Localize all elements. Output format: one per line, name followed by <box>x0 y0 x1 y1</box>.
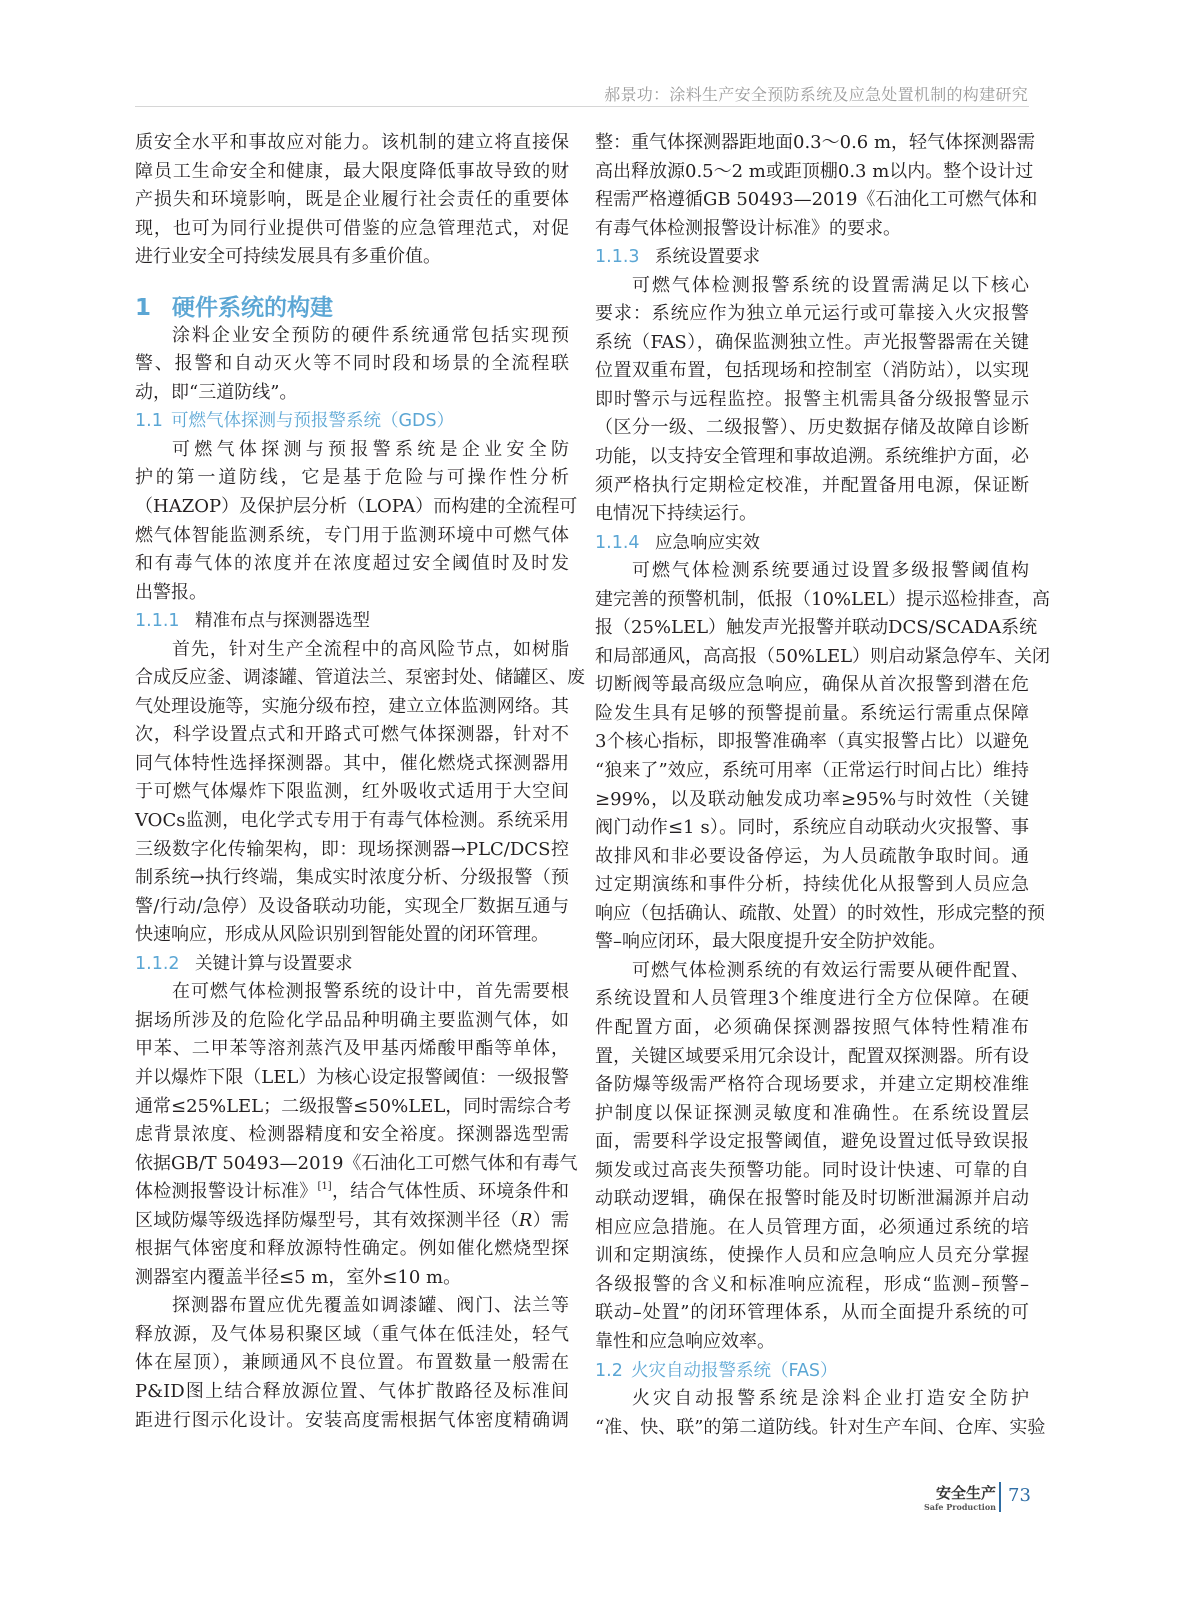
text-line: 区域防爆等级选择防爆型号，其有效探测半径（R）需 <box>135 1209 570 1231</box>
section-number: 1.1.1 <box>135 611 180 632</box>
text-line: 现，也可为同行业提供可借鉴的应急管理范式，对促 <box>135 217 569 239</box>
text-line: 训和定期演练，使操作人员和应急响应人员充分掌握 <box>595 1245 1029 1267</box>
text-line: 响应（包括确认、疏散、处置）的时效性，形成完整的预 <box>595 902 1045 924</box>
text-line: 距进行图示化设计。安装高度需根据气体密度精确调 <box>135 1409 569 1431</box>
text-line: 频发或过高丧失预警功能。同时设计快速、可靠的自 <box>595 1159 1029 1181</box>
text-line: 通常≤25%LEL；二级报警≤50%LEL，同时需综合考 <box>135 1095 572 1117</box>
text-line: 程需严格遵循GB 50493—2019《石油化工可燃气体和 <box>595 189 1038 211</box>
section-heading-h2 <box>595 1357 1029 1386</box>
text-line: “准、快、联”的第二道防线。针对生产车间、仓库、实验 <box>595 1416 1046 1438</box>
text-line: 探测器布置应优先覆盖如调漆罐、阀门、法兰等 <box>172 1295 569 1317</box>
section-title: 火灾自动报警系统（FAS） <box>631 1360 838 1381</box>
page-number: 73 <box>1008 1485 1031 1506</box>
text-line: 次，科学设置点式和开路式可燃气体探测器，针对不 <box>135 724 569 746</box>
text-line: 依据GB/T 50493—2019《石油化工可燃气体和有毒气 <box>135 1152 578 1174</box>
section-number: 1.1 <box>135 411 163 432</box>
paragraph <box>135 636 585 950</box>
text-line: “狼来了”效应，系统可用率（正常运行时间占比）维持 <box>595 760 1029 782</box>
text-line: 燃气体智能监测系统，专门用于监测环境中可燃气体 <box>135 524 569 546</box>
paragraph <box>595 272 1029 529</box>
text-line: 可燃气体探测与预报警系统是企业安全防 <box>172 438 569 460</box>
text-line: 即时警示与远程监控。报警主机需具备分级报警显示 <box>595 388 1029 410</box>
text-line: 位置双重布置，包括现场和控制室（消防站），以实现 <box>595 360 1029 382</box>
text-line: 须严格执行定期检定校准，并配置备用电源，保证断 <box>595 474 1029 496</box>
text-line: 系统设置和人员管理3个维度进行全方位保障。在硬 <box>595 988 1029 1010</box>
section-title: 关键计算与设置要求 <box>195 953 353 974</box>
text-line: 三级数字化传输架构，即：现场探测器→PLC/DCS控 <box>135 838 569 860</box>
running-head: 郝景功：涂料生产安全预防系统及应急处置机制的构建研究 <box>604 85 1028 104</box>
text-line: 根据气体密度和释放源特性确定。例如催化燃烧型探 <box>135 1238 569 1260</box>
text-line: 警、报警和自动灭火等不同时段和场景的全流程联 <box>135 353 569 375</box>
text-line: 动联动逻辑，确保在报警时能及时切断泄漏源并启动 <box>595 1188 1029 1210</box>
text-line: 有毒气体检测报警设计标准》的要求。 <box>595 217 901 239</box>
section-heading-h3 <box>135 950 569 979</box>
text-line: 在可燃气体检测报警系统的设计中，首先需要根 <box>172 981 569 1003</box>
paragraph <box>135 1292 569 1435</box>
text-line: 涂料企业安全预防的硬件系统通常包括实现预 <box>172 324 569 346</box>
text-line: 警–响应闭环，最大限度提升安全防护效能。 <box>595 931 946 953</box>
text-line: P&ID图上结合释放源位置、气体扩散路径及标准间 <box>135 1380 569 1402</box>
text-line: 置，关键区域要采用冗余设计，配置双探测器。所有设 <box>595 1045 1029 1067</box>
text-line: 报（25%LEL）触发声光报警并联动DCS/SCADA系统 <box>595 617 1038 639</box>
text-line: 系统（FAS），确保监测独立性。声光报警器需在关键 <box>595 331 1029 353</box>
text-line: 险发生具有足够的预警提前量。系统运行需重点保障 <box>595 702 1029 724</box>
text-line: 出警报。 <box>135 581 207 603</box>
paragraph <box>595 129 1038 243</box>
text-line: 要求：系统应作为独立单元运行或可靠接入火灾报警 <box>595 303 1029 325</box>
text-line: 故排风和非必要设备停运，为人员疏散争取时间。通 <box>595 845 1029 867</box>
text-line: 切断阀等最高级应急响应，确保从首次报警到潜在危 <box>595 674 1029 696</box>
left-column <box>135 129 585 1435</box>
section-number: 1 <box>135 295 152 322</box>
text-line: 过定期演练和事件分析，持续优化从报警到人员应急 <box>595 874 1029 896</box>
text-line: 火灾自动报警系统是涂料企业打造安全防护 <box>632 1388 1029 1410</box>
text-line: 相应应急措施。在人员管理方面，必须通过系统的培 <box>595 1216 1029 1238</box>
text-line: 件配置方面，必须确保探测器按照气体特性精准布 <box>595 1016 1029 1038</box>
text-line: 面，需要科学设定报警阈值，避免设置过低导致误报 <box>595 1131 1029 1153</box>
text-line: （HAZOP）及保护层分析（LOPA）而构建的全流程可 <box>135 496 578 518</box>
text-line: 障员工生命安全和健康，最大限度降低事故导致的财 <box>135 160 569 182</box>
paragraph <box>595 957 1029 1357</box>
text-line: 阀门动作≤1 s）。同时，系统应自动联动火灾报警、事 <box>595 817 1029 839</box>
text-line: 护制度以保证探测灵敏度和准确性。在系统设置层 <box>595 1102 1029 1124</box>
text-line: 虑背景浓度、检测器精度和安全裕度。探测器选型需 <box>135 1124 569 1146</box>
section-title: 应急响应实效 <box>655 532 760 553</box>
text-line: 功能，以支持安全管理和事故追溯。系统维护方面，必 <box>595 446 1029 468</box>
text-line: 警/行动/急停）及设备联动功能，实现全厂数据互通与 <box>135 895 569 917</box>
text-line: 据场所涉及的危险化学品品种明确主要监测气体，如 <box>135 1009 569 1031</box>
text-line: 并以爆炸下限（LEL）为核心设定报警阈值：一级报警 <box>135 1066 569 1088</box>
text-line: 各级报警的含义和标准响应流程，形成“监测–预警– <box>595 1273 1029 1295</box>
text-line: 合成反应釜、调漆罐、管道法兰、泵密封处、储罐区、废 <box>135 667 585 689</box>
section-title: 硬件系统的构建 <box>172 295 333 322</box>
text-line: 体检测报警设计标准》[1]，结合气体性质、环境条件和 <box>135 1181 570 1203</box>
paragraph <box>135 322 569 408</box>
text-line: 首先，针对生产全流程中的高风险节点，如树脂 <box>172 638 569 660</box>
header-rule <box>135 106 1029 107</box>
text-line: 3个核心指标，即报警准确率（真实报警占比）以避免 <box>595 731 1029 753</box>
text-line: VOCs监测，电化学式专用于有毒气体检测。系统采用 <box>135 810 569 832</box>
right-column <box>595 129 1051 1442</box>
text-line: 制系统→执行终端，集成实时浓度分析、分级报警（预 <box>135 867 569 889</box>
text-line: 于可燃气体爆炸下限监测，红外吸收式适用于大空间 <box>135 781 569 803</box>
section-heading-h3 <box>595 243 1029 272</box>
section-number: 1.1.2 <box>135 953 180 974</box>
text-line: 进行业安全可持续发展具有多重价值。 <box>135 246 441 268</box>
section-heading-h3 <box>595 529 1029 558</box>
text-line: 动，即“三道防线”。 <box>135 381 298 403</box>
section-heading-h3 <box>135 607 569 636</box>
text-line: 释放源，及气体易积聚区域（重气体在低洼处，轻气 <box>135 1323 569 1345</box>
italic-symbol: R <box>518 1209 533 1231</box>
text-line: 备防爆等级需严格符合现场要求，并建立定期校准维 <box>595 1074 1029 1096</box>
section-number: 1.1.3 <box>595 247 640 268</box>
journal-name: 安全生产 <box>935 1484 996 1502</box>
section-heading-h1 <box>135 293 569 324</box>
page-footer <box>923 1480 1031 1520</box>
text-line: 建完善的预警机制，低报（10%LEL）提示巡检排查，高 <box>595 588 1051 610</box>
text-line: 高出释放源0.5～2 m或距顶棚0.3 m以内。整个设计过 <box>595 160 1034 182</box>
text-line: 电情况下持续运行。 <box>595 503 757 525</box>
section-heading-h2 <box>135 407 569 436</box>
text-line: 护的第一道防线，它是基于危险与可操作性分析 <box>135 467 569 489</box>
footer-divider <box>999 1482 1001 1512</box>
text-line: 可燃气体检测报警系统的设置需满足以下核心 <box>632 274 1029 296</box>
paragraph <box>135 129 569 272</box>
text-line: 整：重气体探测器距地面0.3～0.6 m，轻气体探测器需 <box>595 132 1036 153</box>
text-line: 可燃气体检测系统要通过设置多级报警阈值构 <box>632 560 1029 582</box>
paragraph <box>135 978 578 1292</box>
section-title: 精准布点与探测器选型 <box>195 611 370 632</box>
text-line: 体在屋顶），兼顾通风不良位置。布置数量一般需在 <box>135 1352 569 1374</box>
text-line: 靠性和应急响应效率。 <box>595 1330 775 1352</box>
text-line: 同气体特性选择探测器。其中，催化燃烧式探测器用 <box>135 752 569 774</box>
text-line: 测器室内覆盖半径≤5 m，室外≤10 m。 <box>135 1266 462 1288</box>
text-line: ≥99%，以及联动触发成功率≥95%与时效性（关键 <box>595 788 1029 810</box>
text-line: 质安全水平和事故应对能力。该机制的建立将直接保 <box>135 132 569 153</box>
text-line: 气处理设施等，实施分级布控，建立立体监测网络。其 <box>135 695 569 717</box>
text-line: 产损失和环境影响，既是企业履行社会责任的重要体 <box>135 189 569 211</box>
text-line: 快速响应，形成从风险识别到智能处置的闭环管理。 <box>135 924 549 946</box>
text-line: 联动–处置”的闭环管理体系，从而全面提升系统的可 <box>595 1302 1029 1324</box>
paragraph <box>595 557 1051 957</box>
text-line: 可燃气体检测系统的有效运行需要从硬件配置、 <box>632 959 1029 981</box>
paragraph <box>135 436 578 607</box>
text-line: 甲苯、二甲苯等溶剂蒸汽及甲基丙烯酸甲酯等单体， <box>135 1038 569 1060</box>
journal-name-en: Safe Production <box>923 1502 996 1512</box>
section-title: 可燃气体探测与预报警系统（GDS） <box>171 411 455 432</box>
section-number: 1.1.4 <box>595 532 640 553</box>
citation-ref: [1] <box>317 1181 332 1193</box>
paragraph <box>595 1385 1046 1442</box>
section-title: 系统设置要求 <box>655 247 760 268</box>
section-number: 1.2 <box>595 1360 623 1381</box>
text-line: 和局部通风，高高报（50%LEL）则启动紧急停车、关闭 <box>595 645 1051 667</box>
text-line: 和有毒气体的浓度并在浓度超过安全阈值时及时发 <box>135 553 569 575</box>
text-line: （区分一级、二级报警）、历史数据存储及故障自诊断 <box>595 417 1029 439</box>
